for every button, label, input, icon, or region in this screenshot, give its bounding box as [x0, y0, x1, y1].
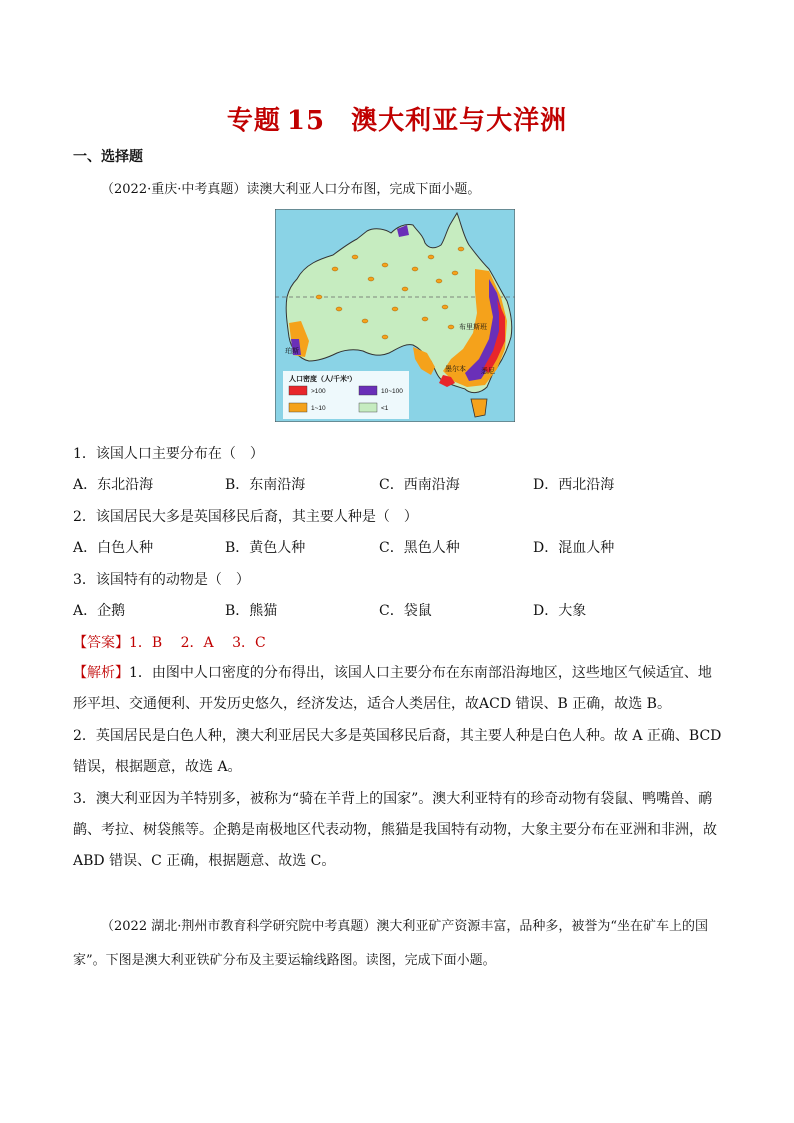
legend-swatch-3: [289, 403, 307, 412]
intro-2-text: （2022 湖北·荆州市教育科学研究院中考真题）澳大利亚矿产资源丰富，品种多，被誉为“坐在矿车上的国家”。下图是澳大利亚铁矿分布及主要运输线路图。读图，完成下面小题。: [73, 919, 708, 968]
answer-text: 1．B 2．A 3．C: [129, 635, 266, 651]
map-label-perth: 珀斯: [285, 348, 299, 355]
question-1-stem: 1．该国人口主要分布在（ ）: [73, 446, 264, 462]
option-d[interactable]: D．西北沿海: [533, 477, 615, 493]
question-3-options: [73, 600, 723, 620]
analysis-paragraph-1: [73, 658, 723, 720]
option-d[interactable]: D．大象: [533, 603, 587, 619]
question-2-options: [73, 537, 723, 557]
question-1-options: [73, 474, 723, 494]
legend-label-2: 10~100: [381, 388, 403, 395]
legend-label-4: <1: [381, 405, 389, 412]
legend-title: 人口密度（人/千米²）: [289, 376, 357, 383]
question-2-stem: 2．该国居民大多是英国移民后裔，其主要人种是（ ）: [73, 509, 418, 525]
answer-label: 【答案】: [73, 635, 129, 651]
analysis-paragraph-2: 2．英国居民是白色人种，澳大利亚居民大多是英国移民后裔，其主要人种是白色人种。故 A 正确、BCD 错误，根据题意，故选 A。: [73, 728, 722, 775]
legend-swatch-2: [359, 386, 377, 395]
legend-swatch-1: [289, 386, 307, 395]
answer-line: [73, 632, 266, 652]
page-title: [0, 100, 794, 137]
option-c[interactable]: C．袋鼠: [379, 603, 432, 619]
title-text: 澳大利亚与大洋洲: [351, 106, 568, 136]
title-number: 15: [286, 106, 326, 136]
option-b[interactable]: B．黄色人种: [225, 540, 306, 556]
map-label-sydney: 悉尼: [481, 368, 495, 375]
analysis-label: 【解析】: [73, 665, 129, 681]
title-prefix: 专题: [226, 106, 281, 136]
map-label-brisbane: 布里斯班: [459, 324, 487, 331]
option-a[interactable]: A．东北沿海: [73, 477, 154, 493]
analysis-paragraph-3: 3．澳大利亚因为羊特别多，被称为“骑在羊背上的国家”。澳大利亚特有的珍奇动物有袋鼠、鸭嘴兽、鸸鹋、考拉、树袋熊等。企鹅是南极地区代表动物，熊猫是我国特有动物，大象主要分布在亚洲和非洲，故 ABD 错误、C 正确，根据题意、故选 C。: [73, 791, 717, 869]
map-legend: [283, 371, 409, 419]
option-b[interactable]: B．熊猫: [225, 603, 278, 619]
option-b[interactable]: B．东南沿海: [225, 477, 306, 493]
legend-label-3: 1~10: [311, 405, 326, 412]
section-heading: 一、选择题: [73, 149, 143, 165]
legend-swatch-4: [359, 403, 377, 412]
legend-label-1: >100: [311, 388, 326, 395]
map-label-melbourne: 墨尔本: [445, 366, 466, 373]
option-d[interactable]: D．混血人种: [533, 540, 615, 556]
question-3-stem: 3．该国特有的动物是（ ）: [73, 572, 250, 588]
analysis-text-1: 1．由图中人口密度的分布得出，该国人口主要分布在东南部沿海地区，这些地区气候适宜、地形平坦、交通便利、开发历史悠久，经济发达，适合人类居住，故ACD 错误、B 正确，故选 B。: [73, 665, 712, 712]
australia-population-map: [275, 209, 515, 422]
option-a[interactable]: A．白色人种: [73, 540, 154, 556]
option-c[interactable]: C．黑色人种: [379, 540, 460, 556]
question-intro-2: [73, 910, 723, 978]
option-a[interactable]: A．企鹅: [73, 603, 126, 619]
question-intro: （2022·重庆·中考真题）读澳大利亚人口分布图，完成下面小题。: [101, 182, 481, 197]
option-c[interactable]: C．西南沿海: [379, 477, 460, 493]
